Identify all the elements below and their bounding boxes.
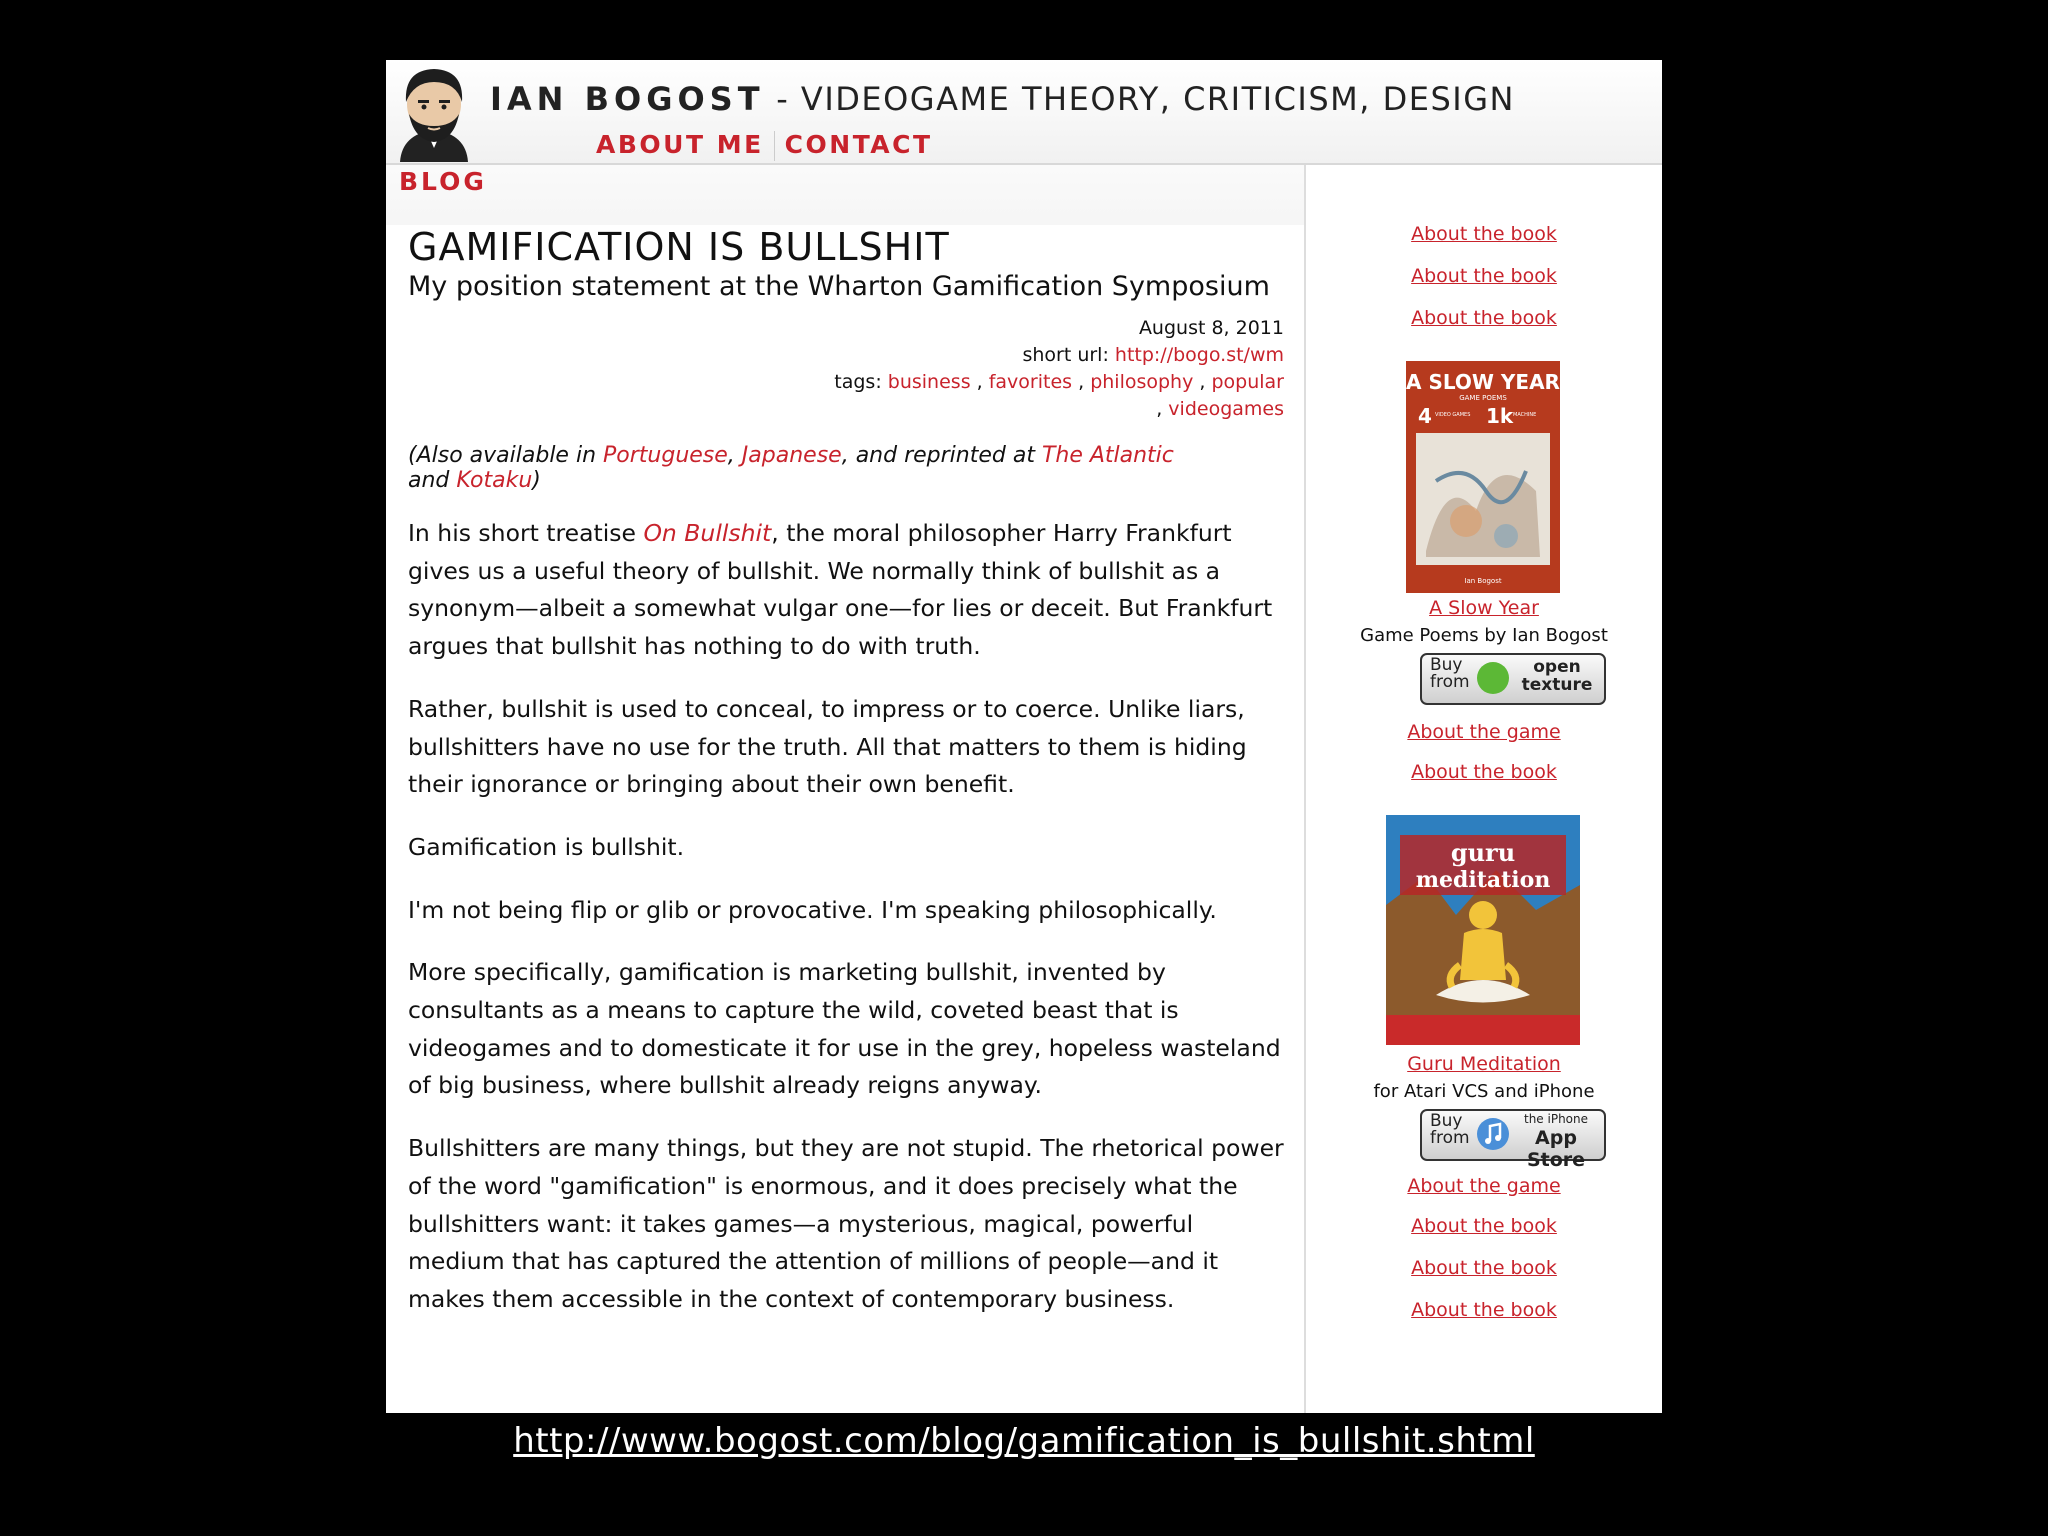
tag-popular[interactable]: popular — [1211, 371, 1284, 393]
nav-contact[interactable]: CONTACT — [784, 130, 933, 159]
link-kotaku[interactable]: Kotaku — [456, 468, 533, 493]
site-title — [490, 80, 1515, 118]
cover-author: Ian Bogost — [1464, 577, 1502, 585]
tag-philosophy[interactable]: philosophy — [1090, 371, 1194, 393]
short-url-link[interactable]: http://bogo.st/wm — [1114, 344, 1284, 366]
buy-open-texture-button[interactable] — [1420, 653, 1606, 705]
cover-number-label: VIDEO GAMES — [1435, 412, 1471, 418]
availability-text: , — [727, 443, 742, 468]
sidebar-link-about-book[interactable]: About the book — [1411, 307, 1557, 329]
nav-about-me[interactable]: ABOUT ME — [596, 130, 764, 159]
sidebar-link-about-book[interactable]: About the book — [1411, 265, 1557, 287]
post-title: GAMIFICATION IS BULLSHIT — [408, 225, 950, 269]
link-on-bullshit[interactable]: On Bullshit — [643, 519, 772, 547]
paragraph-3: Gamification is bullshit. — [408, 832, 685, 861]
sidebar-link-about-game[interactable]: About the game — [1407, 721, 1561, 743]
paragraph-5: More specifically, gamification is marketing bullshit, invented by consultants as a means to capture the wild, coveted beast that is videogames and to domesticate it for use in the grey, hopeless wasteland of big business, where bullshit already reigns anyway. — [408, 958, 1281, 1100]
tags-line: tags: business , favorites , philosophy , popular — [834, 371, 1284, 393]
tags-label: tags: — [834, 371, 882, 393]
sidebar-link-about-book[interactable]: About the book — [1411, 1299, 1557, 1321]
post-subtitle: My position statement at the Wharton Gamification Symposium — [408, 271, 1270, 302]
cover-title: guru — [1450, 838, 1516, 867]
site-tagline: - VIDEOGAME THEORY, CRITICISM, DESIGN — [764, 80, 1515, 118]
cover-subtitle: GAME POEMS — [1459, 394, 1507, 402]
tag-videogames[interactable]: videogames — [1168, 398, 1284, 420]
buy-label: Buy from — [1430, 655, 1470, 692]
open-texture-logo-icon — [1476, 661, 1510, 695]
blog-tab[interactable]: BLOG — [399, 167, 487, 196]
availability-text: and — [408, 468, 457, 493]
slide-url-link[interactable]: http://www.bogost.com/blog/gamification_is_bullshit.shtml — [513, 1421, 1535, 1461]
avatar-icon — [394, 64, 474, 162]
store-caption: the iPhone — [1523, 1112, 1588, 1126]
site-header — [386, 60, 1662, 165]
post-meta — [834, 315, 1284, 423]
cover-title: A SLOW YEAR — [1406, 370, 1560, 394]
post-body — [408, 515, 1288, 1344]
buy-label: Buy from — [1430, 1111, 1470, 1148]
post-date: August 8, 2011 — [1138, 317, 1284, 339]
slow-year-link[interactable]: A Slow Year — [1429, 597, 1539, 619]
paragraph-text: In his short treatise — [408, 519, 644, 547]
paragraph-2: Rather, bullshit is used to conceal, to impress or to coerce. Unlike liars, bullshitters have no use for the truth. All that matters to them is hiding their ignorance or bringing about their own benefit. — [408, 694, 1247, 799]
short-url-label: short url: — [1022, 344, 1109, 366]
sidebar — [1306, 165, 1662, 1413]
buy-app-store-button[interactable] — [1420, 1109, 1606, 1171]
tag-business[interactable]: business — [887, 371, 971, 393]
browser-page — [386, 60, 1662, 1413]
availability-text: , and reprinted at — [841, 443, 1042, 468]
slow-year-cover[interactable] — [1406, 361, 1560, 593]
cover-number: 4 — [1418, 404, 1432, 428]
link-the-atlantic[interactable]: The Atlantic — [1041, 443, 1174, 468]
nav-separator — [774, 131, 775, 161]
sidebar-link-about-book[interactable]: About the book — [1411, 223, 1557, 245]
tag-favorites[interactable]: favorites — [988, 371, 1073, 393]
guru-meditation-link[interactable]: Guru Meditation — [1407, 1053, 1561, 1075]
site-name[interactable]: IAN BOGOST — [490, 80, 765, 118]
availability-text: ) — [532, 468, 541, 493]
sidebar-link-about-game[interactable]: About the game — [1407, 1175, 1561, 1197]
slow-year-caption: Game Poems by Ian Bogost — [1360, 625, 1608, 646]
short-url-line — [834, 342, 1284, 369]
guru-meditation-caption: for Atari VCS and iPhone — [1373, 1081, 1595, 1102]
main-nav — [596, 130, 933, 161]
sidebar-link-about-book[interactable]: About the book — [1411, 1215, 1557, 1237]
blog-post — [386, 225, 1304, 1413]
link-japanese[interactable]: Japanese — [741, 443, 842, 468]
store-name: App Store — [1526, 1127, 1586, 1171]
cover-title: meditation — [1415, 867, 1551, 893]
cover-number-label: MACHINE — [1513, 412, 1537, 418]
paragraph-6: Bullshitters are many things, but they are not stupid. The rhetorical power of the word "gamification" is enormous, and it does precisely what the bullshitters want: it takes games—a mysterious, magical, powerful medium that has captured the attention of millions of people—and it makes them accessible in the context of contemporary business. — [408, 1134, 1284, 1313]
guru-meditation-cover[interactable] — [1386, 815, 1580, 1045]
availability-text: (Also available in — [408, 443, 604, 468]
paragraph-text: , the moral philosopher Harry Frankfurt gives us a useful theory of bullshit. We normally think of bullshit as a synonym—albeit a somewhat vulgar one—for lies or deceit. But Frankfurt argues that bullshit has nothing to do with truth. — [408, 519, 1273, 661]
paragraph-1 — [408, 515, 1288, 666]
paragraph-4: I'm not being flip or glib or provocative. I'm speaking philosophically. — [408, 895, 1217, 924]
music-note-icon — [1476, 1117, 1510, 1151]
sidebar-link-about-book[interactable]: About the book — [1411, 761, 1557, 783]
tags-line-2: , videogames — [1156, 398, 1284, 420]
translations-note — [408, 443, 1288, 493]
sidebar-link-about-book[interactable]: About the book — [1411, 1257, 1557, 1279]
cover-number: 1k — [1486, 404, 1514, 428]
store-name: open texture — [1521, 657, 1593, 695]
link-portuguese[interactable]: Portuguese — [603, 443, 728, 468]
